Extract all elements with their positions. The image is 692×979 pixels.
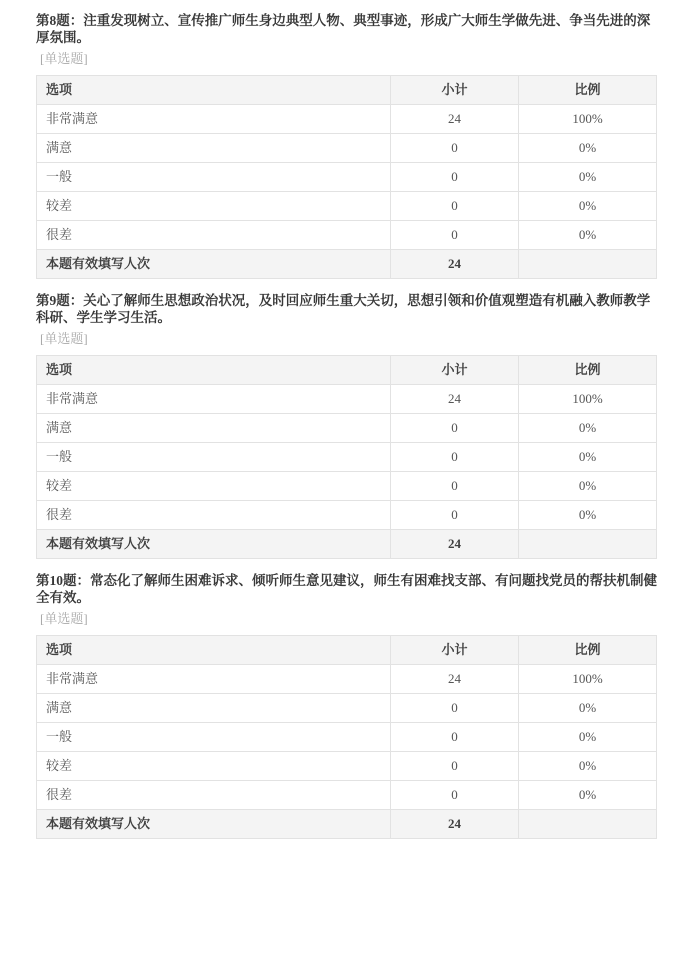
- percent-cell: 100%: [519, 665, 657, 694]
- question-title: 第8题：注重发现树立、宣传推广师生身边典型人物、典型事迹，形成广大师生学做先进、争当先进的深厚氛围。: [36, 13, 651, 45]
- count-cell: 24: [391, 665, 519, 694]
- question-title: 第9题：关心了解师生思想政治状况，及时回应师生重大关切，思想引领和价值观塑造有机融入教师教学科研、学生学习生活。: [36, 293, 651, 325]
- percent-cell: 0%: [519, 414, 657, 443]
- total-count: 24: [391, 250, 519, 279]
- table-row: [37, 221, 657, 250]
- total-percent: [519, 530, 657, 559]
- percent-cell: 0%: [519, 192, 657, 221]
- table-row: [37, 781, 657, 810]
- header-option: 选项: [37, 356, 391, 385]
- option-cell: 非常满意: [37, 105, 391, 134]
- percent-cell: 0%: [519, 221, 657, 250]
- header-percent: 比例: [519, 76, 657, 105]
- table-row: [37, 105, 657, 134]
- percent-cell: 0%: [519, 752, 657, 781]
- total-label: 本题有效填写人次: [37, 250, 391, 279]
- table-row: [37, 414, 657, 443]
- option-cell: 较差: [37, 192, 391, 221]
- option-cell: 一般: [37, 723, 391, 752]
- percent-cell: 0%: [519, 472, 657, 501]
- results-table: [36, 635, 657, 839]
- table-row: [37, 385, 657, 414]
- header-percent: 比例: [519, 356, 657, 385]
- option-cell: 很差: [37, 781, 391, 810]
- total-count: 24: [391, 810, 519, 839]
- option-cell: 很差: [37, 221, 391, 250]
- table-header-row: [37, 76, 657, 105]
- total-label: 本题有效填写人次: [37, 810, 391, 839]
- table-row: [37, 752, 657, 781]
- results-table: [36, 75, 657, 279]
- question-block-10: [36, 572, 692, 839]
- table-row: [37, 694, 657, 723]
- question-type-label: [单选题]: [40, 611, 88, 626]
- question-block-8: [36, 12, 692, 279]
- percent-cell: 0%: [519, 134, 657, 163]
- count-cell: 0: [391, 221, 519, 250]
- percent-cell: 0%: [519, 781, 657, 810]
- table-row: [37, 665, 657, 694]
- total-row: [37, 250, 657, 279]
- option-cell: 满意: [37, 134, 391, 163]
- percent-cell: 100%: [519, 105, 657, 134]
- question-type-label: [单选题]: [40, 51, 88, 66]
- count-cell: 0: [391, 752, 519, 781]
- count-cell: 0: [391, 414, 519, 443]
- percent-cell: 0%: [519, 694, 657, 723]
- count-cell: 0: [391, 472, 519, 501]
- count-cell: 0: [391, 723, 519, 752]
- header-option: 选项: [37, 636, 391, 665]
- table-row: [37, 163, 657, 192]
- option-cell: 一般: [37, 163, 391, 192]
- header-count: 小计: [391, 636, 519, 665]
- percent-cell: 0%: [519, 501, 657, 530]
- total-percent: [519, 810, 657, 839]
- table-row: [37, 192, 657, 221]
- table-header-row: [37, 636, 657, 665]
- header-count: 小计: [391, 76, 519, 105]
- option-cell: 满意: [37, 414, 391, 443]
- option-cell: 非常满意: [37, 665, 391, 694]
- total-row: [37, 810, 657, 839]
- table-row: [37, 501, 657, 530]
- results-table: [36, 355, 657, 559]
- table-row: [37, 723, 657, 752]
- count-cell: 0: [391, 163, 519, 192]
- total-percent: [519, 250, 657, 279]
- count-cell: 0: [391, 443, 519, 472]
- count-cell: 0: [391, 134, 519, 163]
- question-title: 第10题：常态化了解师生困难诉求、倾听师生意见建议，师生有困难找支部、有问题找党员的帮扶机制健全有效。: [36, 573, 657, 605]
- total-label: 本题有效填写人次: [37, 530, 391, 559]
- percent-cell: 0%: [519, 163, 657, 192]
- count-cell: 0: [391, 694, 519, 723]
- percent-cell: 100%: [519, 385, 657, 414]
- count-cell: 0: [391, 192, 519, 221]
- percent-cell: 0%: [519, 723, 657, 752]
- percent-cell: 0%: [519, 443, 657, 472]
- table-row: [37, 443, 657, 472]
- total-count: 24: [391, 530, 519, 559]
- header-count: 小计: [391, 356, 519, 385]
- count-cell: 24: [391, 385, 519, 414]
- total-row: [37, 530, 657, 559]
- option-cell: 很差: [37, 501, 391, 530]
- option-cell: 较差: [37, 472, 391, 501]
- question-block-9: [36, 292, 692, 559]
- table-row: [37, 472, 657, 501]
- header-option: 选项: [37, 76, 391, 105]
- count-cell: 0: [391, 501, 519, 530]
- table-row: [37, 134, 657, 163]
- option-cell: 一般: [37, 443, 391, 472]
- option-cell: 较差: [37, 752, 391, 781]
- count-cell: 0: [391, 781, 519, 810]
- count-cell: 24: [391, 105, 519, 134]
- option-cell: 满意: [37, 694, 391, 723]
- header-percent: 比例: [519, 636, 657, 665]
- option-cell: 非常满意: [37, 385, 391, 414]
- table-header-row: [37, 356, 657, 385]
- question-type-label: [单选题]: [40, 331, 88, 346]
